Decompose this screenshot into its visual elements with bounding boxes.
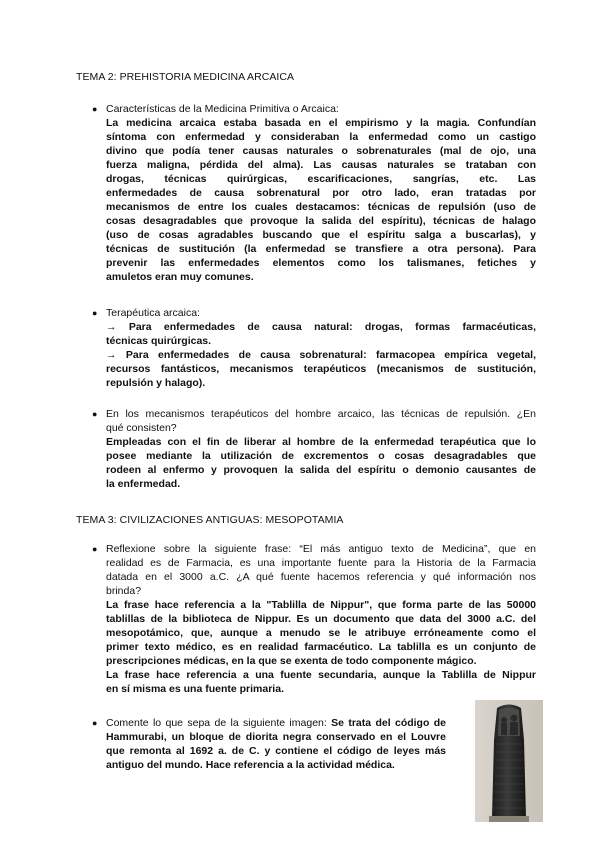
answer-line: repulsión y halago). [106, 377, 206, 389]
question-line: datada en el 3000 a.C. ¿A qué fuente hacemos referencia y qué información nos [106, 571, 536, 583]
answer-line: (uso de cosas agradables buscando que el espíritu salga a buscarlas), y [106, 229, 536, 241]
section-heading-tema-2: TEMA 2: PREHISTORIA MEDICINA ARCAICA [76, 71, 295, 83]
answer-line: divino que podía tener causas naturales o sobrenaturales (mal de ojo, una [106, 145, 536, 157]
question-line [106, 716, 446, 730]
list-item-repulsion [76, 407, 536, 491]
answer-line: enfermedades de causa sobrenatural por otro lado, eran tratadas por [106, 187, 536, 199]
question-line: brinda? [106, 585, 142, 597]
answer-line: rodeen al enfermo y provoquen la salida del espíritu o demonio causantes de [106, 464, 536, 476]
list-item-hammurabi [76, 716, 446, 772]
answer-line: técnicas quirúrgicas. [106, 335, 212, 347]
answer-line: recursos fantásticos, mecanismos terapéuticos (mecanismos de sustitución, [106, 363, 536, 375]
answer-line: → Para enfermedades de causa natural: drogas, formas farmacéuticas, [106, 321, 536, 333]
question-line: realidad es de Farmacia, es una importante fuente para la Historia de la Farmacia [106, 557, 536, 569]
answer-line: fuerza maligna, pérdida del alma). Las causas naturales se trataban con [106, 159, 536, 171]
bullet-icon: ● [92, 544, 98, 554]
answer-line: mecanismos de entre los cuales destacamos: técnicas de repulsión (uso de [106, 201, 536, 213]
answer-line: cosas desagradables que provoque la salida del espíritu), técnicas de halago [106, 215, 536, 227]
answer-line: técnicas de sustitución (la enfermedad se transfiere a otra persona). Para [106, 243, 536, 255]
answer-line: en sí misma es una fuente primaria. [106, 683, 284, 695]
section-heading-tema-3: TEMA 3: CIVILIZACIONES ANTIGUAS: MESOPOTAMIA [76, 514, 344, 526]
code-of-hammurabi-image [475, 700, 543, 822]
answer-line: la enfermedad. [106, 478, 181, 490]
answer-line: La frase hace referencia a la "Tablilla de Nippur", que forma parte de las 50000 [106, 599, 536, 611]
answer-line: antiguo del mundo. Hace referencia a la actividad médica. [106, 759, 395, 771]
answer-line: síntoma con enfermedad y consideraban la enfermedad como un castigo [106, 131, 536, 143]
answer-line: tablillas de la biblioteca de Nippur. Es un documento que data del 3000 a.C. del [106, 613, 536, 625]
answer-line: La frase hace referencia a una fuente secundaria, aunque la Tablilla de Nippur [106, 669, 536, 681]
list-item-terapeutica [76, 306, 536, 390]
question-line: qué consisten? [106, 422, 177, 434]
question-lead: Comente lo que sepa de la siguiente imagen: [106, 717, 332, 729]
answer-line: drogas, técnicas quirúrgicas, escarificaciones, sangrías, etc. Las [106, 173, 536, 185]
answer-line: posee mediante la utilización de excrementos o cosas desagradables que [106, 450, 536, 462]
list-item-nippur [76, 542, 536, 696]
answer-line: prescripciones médicas, en la que se exenta de todo componente mágico. [106, 655, 477, 667]
answer-line: prevenir las enfermedades elementos como los talismanes, fetiches y [106, 257, 536, 269]
item-title: Terapéutica arcaica: [106, 307, 200, 319]
answer-line: La medicina arcaica estaba basada en el empirismo y la magia. Confundían [106, 117, 536, 129]
answer-line: Hammurabi, un bloque de diorita negra conservado en el Louvre [106, 731, 446, 743]
bullet-icon: ● [92, 718, 98, 728]
bullet-icon: ● [92, 409, 98, 419]
answer-start: Se trata del código de [331, 717, 446, 729]
bullet-icon: ● [92, 308, 98, 318]
answer-line: Empleadas con el fin de liberar al hombre de la enfermedad terapéutica que lo [106, 436, 536, 448]
answer-line: → Para enfermedades de causa sobrenatural: farmacopea empírica vegetal, [106, 349, 536, 361]
item-title: Características de la Medicina Primitiva o Arcaica: [106, 103, 339, 115]
answer-line: primer texto médico, es en realidad farmacéutico. La tablilla es un conjunto de [106, 641, 536, 653]
answer-line: amuletos eran muy comunes. [106, 271, 254, 283]
question-line: Reflexione sobre la siguiente frase: “El más antiguo texto de Medicina”, que en [106, 543, 536, 555]
answer-line: mesopotámico, que, aunque a menudo se le atribuye erróneamente como el [106, 627, 536, 639]
question-line: En los mecanismos terapéuticos del hombre arcaico, las técnicas de repulsión. ¿En [106, 408, 536, 420]
answer-line: que remonta al 1692 a. de C. y contiene el código de leyes más [106, 745, 446, 757]
list-item-caracteristicas [76, 102, 536, 284]
bullet-icon: ● [92, 104, 98, 114]
